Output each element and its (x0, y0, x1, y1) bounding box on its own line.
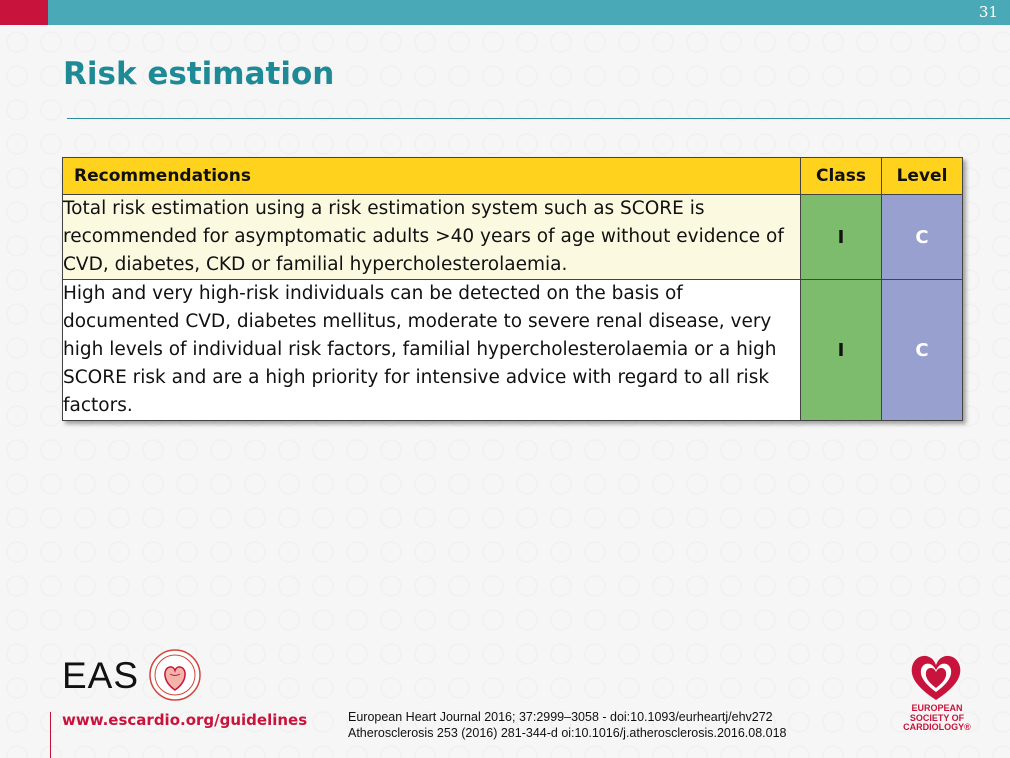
esc-logo-text (900, 704, 974, 733)
top-bar (0, 0, 1010, 25)
esc-logo-line: EUROPEAN (911, 703, 963, 713)
recommendation-text: High and very high-risk individuals can be detected on the basis of documented CVD, diabetes mellitus, moderate to severe renal disease, very high levels of individual risk factors, familial hypercholesterolaemia or a high SCORE risk and are a high priority for intensive advice with regard to all risk factors. (63, 280, 801, 421)
table-row (63, 280, 963, 421)
guidelines-link[interactable]: www.escardio.org/guidelines (62, 711, 308, 729)
header-class: Class (801, 158, 882, 195)
table-row (63, 195, 963, 280)
slide-number: 31 (978, 3, 998, 21)
top-bar-accent (0, 0, 48, 25)
reference-line: Atherosclerosis 253 (2016) 281-344-d oi:10.1016/j.atherosclerosis.2016.08.018 (348, 726, 787, 740)
eas-logo-text: EAS (62, 655, 140, 696)
esc-logo-line: CARDIOLOGY® (903, 722, 971, 732)
class-value: I (801, 195, 882, 280)
level-value: C (882, 280, 963, 421)
title-divider (67, 118, 1010, 119)
recommendations-table (62, 157, 963, 421)
esc-heart-icon (908, 652, 964, 702)
class-value: I (801, 280, 882, 421)
recommendation-text: Total risk estimation using a risk estimation system such as SCORE is recommended for asymptomatic adults >40 years of age without evidence of CVD, diabetes, CKD or familial hypercholesterolaemia. (63, 195, 801, 280)
reference-line: European Heart Journal 2016; 37:2999–3058 - doi:10.1093/eurheartj/ehv272 (348, 710, 773, 724)
footer-left-divider (50, 712, 51, 758)
header-recommendations: Recommendations (63, 158, 801, 195)
heart-seal-icon (148, 648, 202, 702)
table-header-row (63, 158, 963, 195)
esc-logo (900, 652, 974, 742)
esc-logo-line: SOCIETY OF (909, 712, 965, 723)
header-level: Level (882, 158, 963, 195)
level-value: C (882, 195, 963, 280)
eas-logo (62, 655, 142, 695)
page-title: Risk estimation (63, 56, 335, 92)
references (348, 709, 786, 741)
